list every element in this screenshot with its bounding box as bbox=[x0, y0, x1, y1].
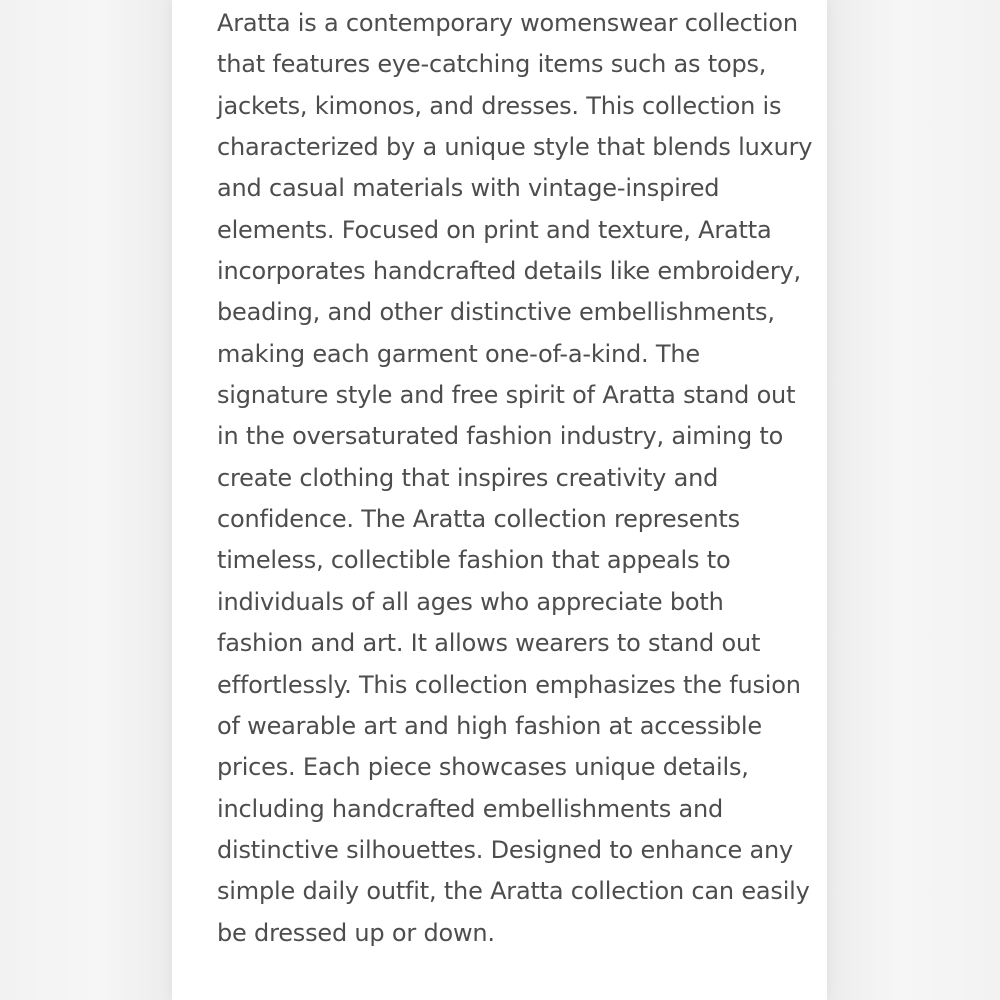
description-line: simple daily outfit, the Aratta collection can easily bbox=[217, 877, 810, 906]
description-line: signature style and free spirit of Aratta stand out bbox=[217, 381, 796, 410]
product-description bbox=[217, 3, 812, 954]
description-line: beading, and other distinctive embellishments, bbox=[217, 298, 775, 327]
description-line: create clothing that inspires creativity and bbox=[217, 463, 719, 492]
description-line: elements. Focused on print and texture, Aratta bbox=[217, 215, 772, 244]
description-line: that features eye-catching items such as tops, bbox=[217, 50, 767, 79]
description-line: distinctive silhouettes. Designed to enhance any bbox=[217, 835, 794, 864]
description-line: and casual materials with vintage-inspired bbox=[217, 174, 720, 203]
description-line: effortlessly. This collection emphasizes the fusion bbox=[217, 670, 801, 699]
description-line: in the oversaturated fashion industry, aiming to bbox=[217, 422, 784, 451]
description-line: including handcrafted embellishments and bbox=[217, 794, 724, 823]
description-line: jackets, kimonos, and dresses. This collection is bbox=[217, 91, 782, 120]
description-line: of wearable art and high fashion at accessible bbox=[217, 711, 762, 740]
left-margin bbox=[0, 0, 172, 1000]
description-line: confidence. The Aratta collection represents bbox=[217, 505, 740, 534]
description-line: making each garment one-of-a-kind. The bbox=[217, 339, 700, 368]
content-panel bbox=[172, 0, 827, 1000]
description-line: fashion and art. It allows wearers to stand out bbox=[217, 629, 761, 658]
description-line: Aratta is a contemporary womenswear collection bbox=[217, 9, 798, 37]
description-line: be dressed up or down. bbox=[217, 918, 495, 947]
description-line: characterized by a unique style that blends luxury bbox=[217, 133, 813, 162]
right-margin bbox=[827, 0, 1000, 1000]
description-line: incorporates handcrafted details like embroidery, bbox=[217, 257, 801, 286]
description-line: timeless, collectible fashion that appeals to bbox=[217, 546, 731, 575]
description-line: prices. Each piece showcases unique details, bbox=[217, 753, 749, 782]
description-line: individuals of all ages who appreciate both bbox=[217, 587, 724, 616]
